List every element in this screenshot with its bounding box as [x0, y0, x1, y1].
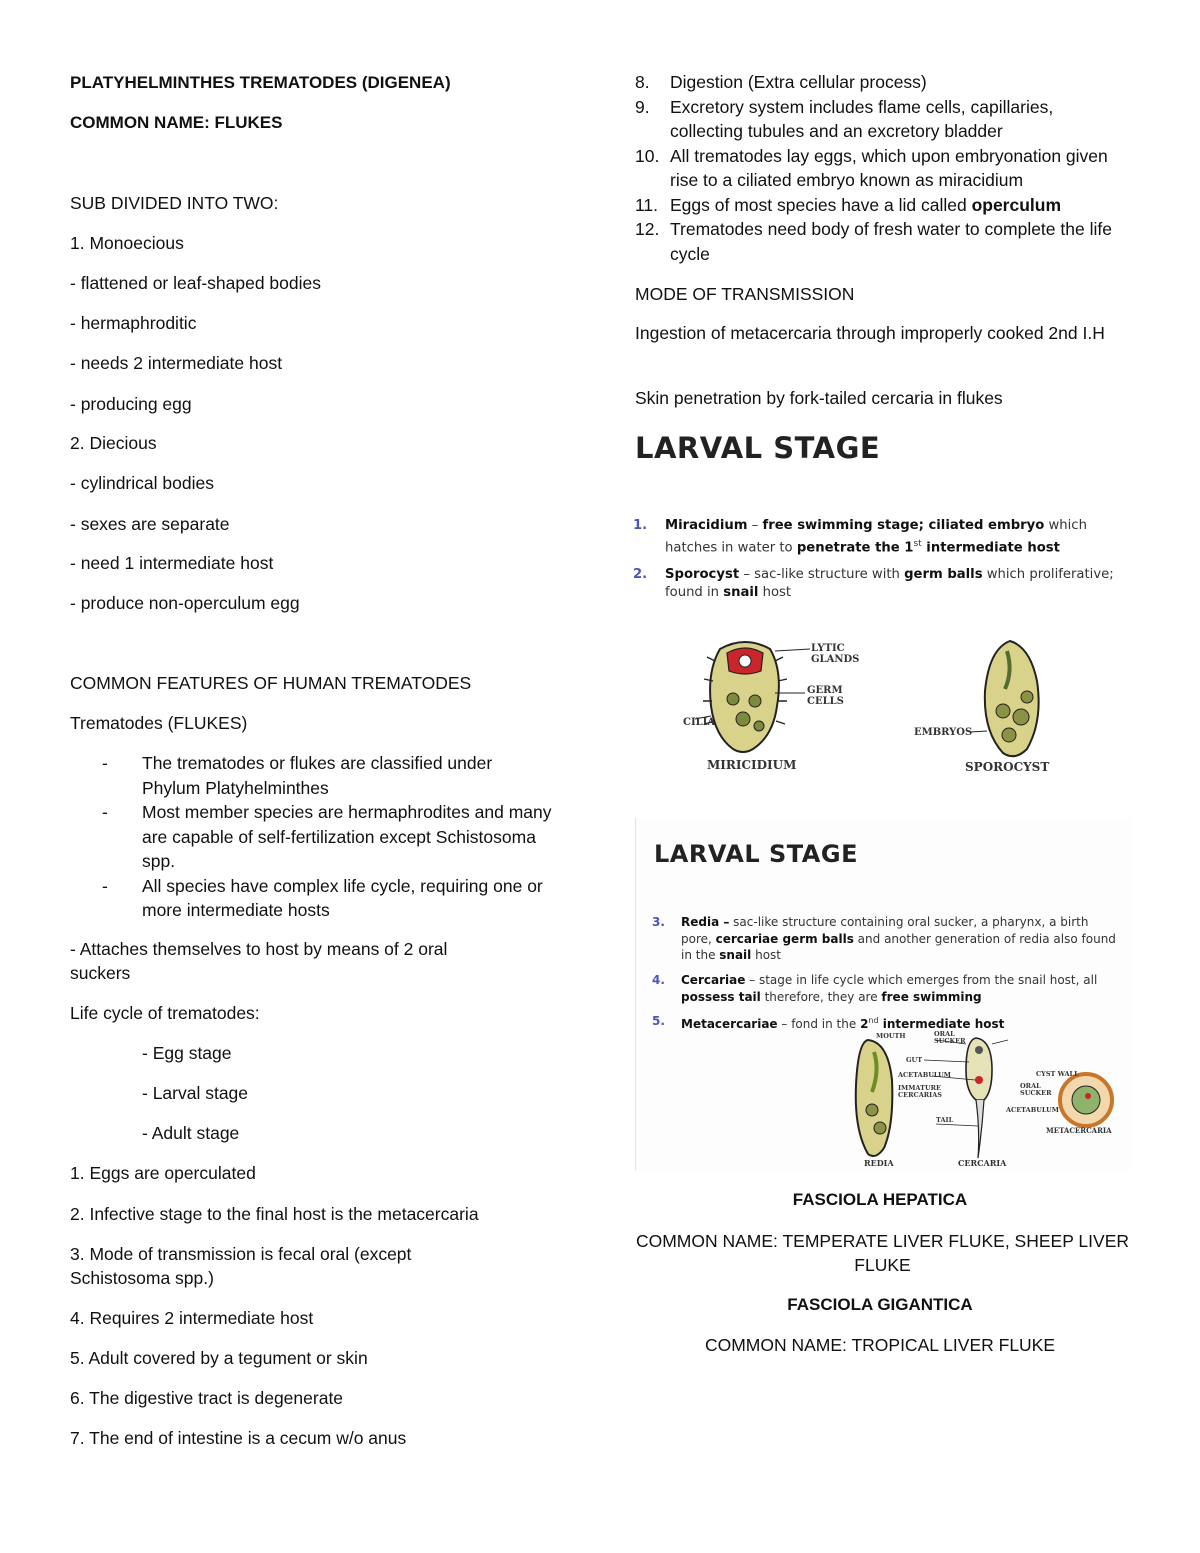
slide-item-miracidium [633, 517, 1135, 557]
list-item: - sexes are separate [70, 514, 230, 534]
stage-item: - Adult stage [142, 1123, 240, 1143]
label-sucker-2: SUCKER [1020, 1089, 1052, 1097]
term: snail [719, 948, 752, 962]
label-tail: TAIL [936, 1116, 954, 1124]
numbered-item: 2. Infective stage to the final host is the metacercaria [70, 1204, 479, 1224]
label-acetabulum: ACETABULUM [898, 1071, 951, 1079]
features-heading: COMMON FEATURES OF HUMAN TREMATODES [70, 673, 472, 693]
list-item-text: Digestion (Extra cellular process) [670, 72, 927, 92]
fasciola-gigantica-common: COMMON NAME: TROPICAL LIVER FLUKE [704, 1335, 1056, 1355]
miracidium-drawing [683, 642, 859, 772]
list-item: - flattened or leaf-shaped bodies [70, 273, 321, 293]
text: and another generation of redia also found in the [681, 931, 1116, 962]
subdivided-heading: SUB DIVIDED INTO TWO: [70, 193, 279, 213]
list-number: 12. [635, 219, 660, 239]
list-item: - producing egg [70, 394, 192, 414]
monoecious-heading: 1. Monoecious [70, 233, 184, 253]
term: 2 [860, 1017, 869, 1031]
list-number: 11. [635, 194, 659, 215]
redia-cercaria-metacercaria-figure [636, 1030, 1131, 1170]
list-number: 10. [635, 145, 660, 166]
superscript: st [913, 539, 922, 549]
list-item-text: Eggs of most species have a lid called [670, 194, 972, 215]
fasciola-hepatica-common: COMMON NAME: TEMPERATE LIVER FLUKE, SHEEP LIVER FLUKE [635, 1231, 1130, 1275]
text: – fond in the [777, 1017, 861, 1031]
numbered-item: 3. Mode of transmission is fecal oral (except Schistosoma spp.) [70, 1244, 412, 1288]
list-item-text: All species have complex life cycle, requiring one or more intermediate hosts [142, 875, 543, 920]
text: – stage in life cycle which emerges from the snail host, all [745, 973, 1098, 987]
label-miricidium: MIRICIDIUM [707, 758, 797, 772]
attaches-text: - Attaches themselves to host by means of 2 oral suckers [70, 939, 448, 983]
item-number: 3. [652, 915, 665, 929]
item-number: 5. [652, 1014, 665, 1028]
list-item [102, 800, 552, 874]
list-item: - cylindrical bodies [70, 473, 214, 493]
list-item [635, 193, 1125, 218]
dash-marker: - [102, 875, 108, 896]
dash-marker: - [102, 802, 108, 822]
term: Redia – [681, 915, 730, 929]
term: free swimming stage; ciliated embryo [762, 518, 1045, 533]
numbered-item: 1. Eggs are operculated [70, 1163, 256, 1183]
numbered-item: 6. The digestive tract is degenerate [70, 1388, 344, 1408]
fasciola-gigantica-title: FASCIOLA GIGANTICA [787, 1295, 973, 1314]
list-item [635, 217, 1125, 266]
term: intermediate host [921, 540, 1060, 556]
text: host [758, 585, 792, 600]
label-lytic: LYTIC [811, 643, 845, 654]
term: Miracidium [665, 518, 748, 533]
label-oral: ORAL [934, 1030, 955, 1038]
cercaria-drawing [876, 1030, 1008, 1168]
superscript: nd [868, 1016, 879, 1025]
list-item: - produce non-operculum egg [70, 593, 300, 613]
common-name-flukes: COMMON NAME: FLUKES [70, 113, 283, 132]
text: host [751, 948, 781, 962]
item-number: 2. [633, 567, 648, 582]
text: – sac-like structure with [739, 567, 905, 582]
term: free swimming [881, 989, 982, 1004]
slide-title: LARVAL STAGE [654, 840, 858, 868]
mode-heading: MODE OF TRANSMISSION [635, 284, 855, 304]
mode-text-ingestion: Ingestion of metacercaria through improperly cooked 2nd I.H [635, 323, 1105, 343]
term: possess tail [681, 989, 761, 1004]
text: sac-like structure containing oral sucker, a pharynx, a birth pore, [681, 915, 1089, 946]
list-item [635, 70, 1125, 95]
list-item: - need 1 intermediate host [70, 553, 274, 573]
term: cercariae germ balls [715, 931, 854, 946]
text: – [747, 518, 763, 533]
list-item-text: Excretory system includes flame cells, capillaries, collecting tubules and an excretory bladder [670, 96, 1054, 141]
label-gut: GUT [906, 1056, 923, 1064]
label-metacercaria: METACERCARIA [1046, 1126, 1112, 1135]
operculum-term: operculum [971, 194, 1062, 215]
numbered-item: 7. The end of intestine is a cecum w/o anus [70, 1428, 407, 1448]
item-number: 4. [652, 973, 665, 987]
mode-text-skin: Skin penetration by fork-tailed cercaria in flukes [635, 388, 1003, 408]
diecious-heading: 2. Diecious [70, 433, 157, 453]
sporocyst-drawing [914, 641, 1049, 774]
text: which hatches in water to [665, 518, 1087, 556]
label-embryos: EMBRYOS [914, 727, 973, 738]
list-item [635, 144, 1125, 193]
fasciola-hepatica-title: FASCIOLA HEPATICA [792, 1190, 968, 1209]
text: therefore, they are [760, 989, 882, 1004]
dash-list [102, 751, 552, 923]
label-cercarias: CERCARIAS [898, 1091, 942, 1099]
document-title: PLATYHELMINTHES TREMATODES (DIGENEA) [70, 73, 451, 92]
list-item-text: All trematodes lay eggs, which upon embryonation given rise to a ciliated embryo known as miracidium [670, 145, 1108, 190]
larval-stage-slide-2 [635, 818, 1131, 1170]
term: Sporocyst [665, 567, 740, 582]
list-item: - hermaphroditic [70, 313, 197, 333]
label-sucker: SUCKER [934, 1037, 966, 1045]
term: Metacercariae [681, 1017, 778, 1031]
redia-drawing [856, 1040, 895, 1168]
list-item [102, 874, 552, 923]
numbered-item: 5. Adult covered by a tegument or skin [70, 1348, 368, 1368]
label-cilia: CILIA [683, 717, 716, 728]
label-germ: GERM [807, 685, 843, 696]
list-item-text: Trematodes need body of fresh water to complete the life cycle [670, 219, 1112, 264]
label-acetabulum-2: ACETABULUM [1006, 1106, 1059, 1114]
slide-item-sporocyst [633, 566, 1135, 602]
numbered-list-continued [635, 70, 1125, 266]
lifecycle-heading: Life cycle of trematodes: [70, 1003, 260, 1023]
label-immature: IMMATURE [898, 1084, 941, 1092]
trematodes-flukes-heading: Trematodes (FLUKES) [70, 713, 248, 733]
stage-item: - Egg stage [142, 1043, 232, 1063]
term: intermediate host [878, 1017, 1005, 1031]
label-sporocyst: SPOROCYST [965, 760, 1050, 774]
slide-title: LARVAL STAGE [635, 431, 881, 465]
label-mouth: MOUTH [876, 1032, 906, 1040]
list-item [635, 95, 1125, 144]
slide-item-cercariae [652, 972, 1121, 1005]
label-glands: GLANDS [811, 654, 860, 665]
numbered-item: 4. Requires 2 intermediate host [70, 1308, 314, 1328]
list-item-text: The trematodes or flukes are classified under Phylum Platyhelminthes [142, 753, 493, 798]
list-item: - needs 2 intermediate host [70, 353, 283, 373]
list-number: 9. [635, 96, 650, 117]
larval-stage-slide-1 [635, 425, 1135, 785]
term: germ balls [904, 567, 983, 582]
term: Cercariae [681, 973, 746, 987]
term: penetrate the 1 [796, 540, 914, 556]
slide-item-redia [652, 914, 1121, 964]
list-item-text: Most member species are hermaphrodites and many are capable of self-fertilization except Schistosoma spp. [142, 802, 552, 871]
text: which proliferative; found in [665, 567, 1114, 600]
label-oral-2: ORAL [1020, 1082, 1041, 1090]
list-item [102, 751, 552, 800]
label-cyst-wall: CYST WALL [1036, 1070, 1079, 1078]
label-redia: REDIA [864, 1158, 894, 1168]
item-number: 1. [633, 518, 648, 533]
metacercaria-drawing [1005, 1070, 1112, 1135]
dash-marker: - [102, 753, 108, 773]
label-cells: CELLS [807, 696, 844, 707]
list-number: 8. [635, 72, 650, 92]
stage-item: - Larval stage [142, 1083, 249, 1103]
label-cercaria: CERCARIA [958, 1158, 1007, 1168]
miracidium-sporocyst-figure [635, 631, 1135, 791]
term: snail [723, 585, 759, 600]
